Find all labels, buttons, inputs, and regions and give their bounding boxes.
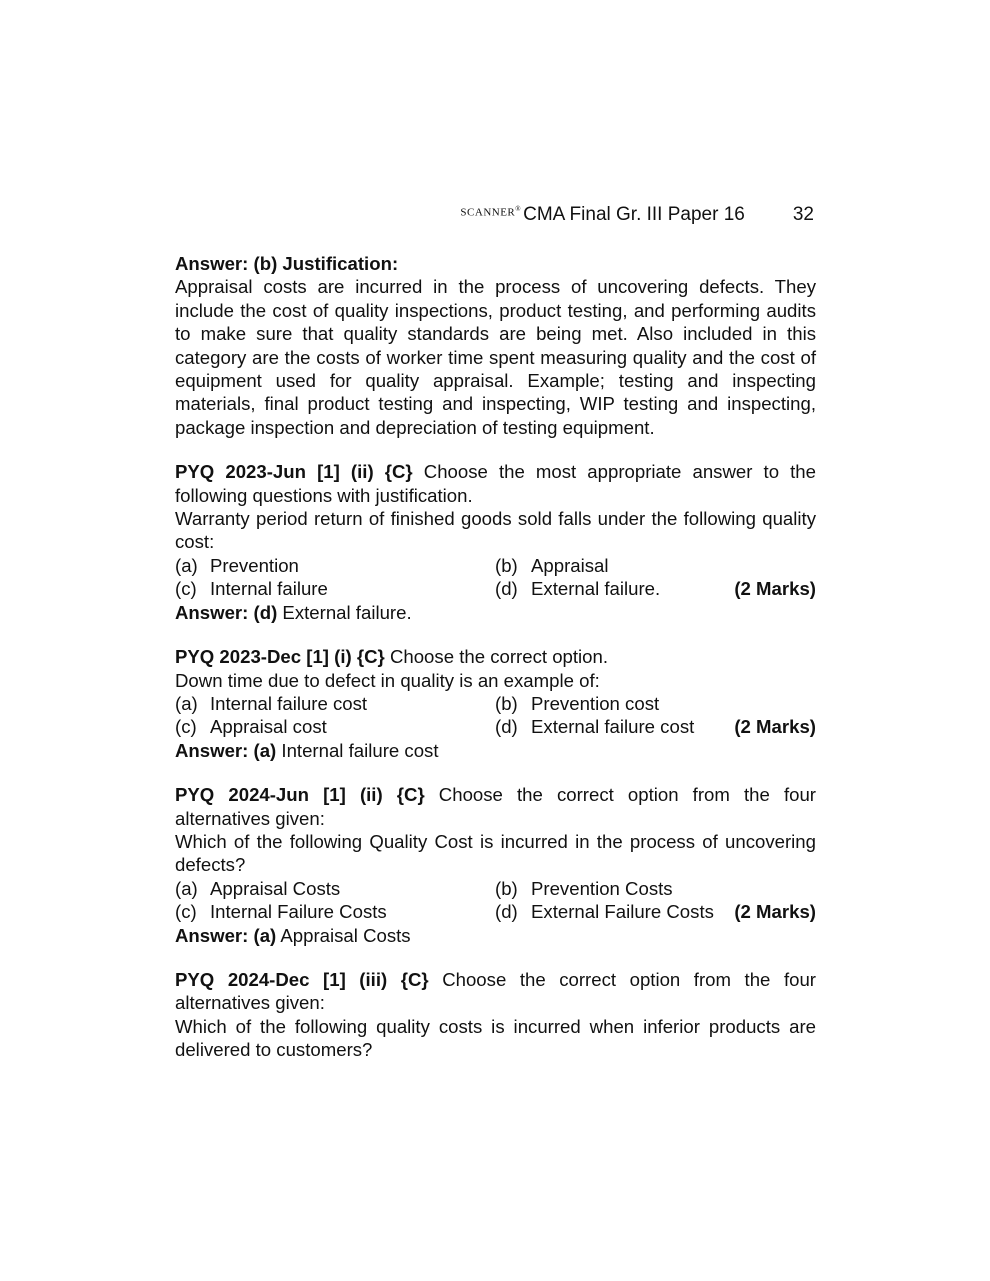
question-instruction: Choose the correct option.	[384, 646, 609, 668]
option-text: Prevention cost	[531, 692, 660, 714]
option-label: (c)	[175, 901, 197, 923]
question-tag: PYQ 2024-Jun [1] (ii) {C}	[175, 784, 425, 806]
option-label: (a)	[175, 692, 198, 714]
option-text: Appraisal	[531, 554, 609, 576]
option-text: Appraisal cost	[210, 716, 327, 738]
option	[495, 692, 816, 715]
option-text: Internal failure cost	[210, 692, 368, 714]
option	[175, 692, 495, 715]
option-text: Internal Failure Costs	[210, 901, 387, 923]
option	[175, 877, 495, 900]
answer-label: Answer: (d)	[175, 601, 278, 623]
answer-label: Answer: (a)	[175, 739, 277, 761]
option-text: Internal failure	[210, 578, 328, 600]
question-text: Which of the following Quality Cost is incurred in the process of uncovering defects?	[175, 830, 816, 876]
question-tag: PYQ 2024-Dec [1] (iii) {C}	[175, 968, 429, 990]
question-block	[175, 460, 816, 624]
answer-line	[175, 601, 816, 624]
option-label: (a)	[175, 554, 198, 576]
question-tag: PYQ 2023-Jun [1] (ii) {C}	[175, 461, 413, 483]
logo-registered-mark: ®	[515, 205, 522, 214]
answer-text: Appraisal Costs	[276, 924, 411, 946]
options-row	[175, 877, 816, 900]
options-row	[175, 715, 816, 738]
option-label: (c)	[175, 716, 197, 738]
option-label: (d)	[495, 578, 518, 600]
option-text: Appraisal Costs	[210, 877, 341, 899]
answer-line	[175, 924, 816, 947]
page-header	[175, 204, 816, 226]
options-row	[175, 900, 816, 923]
question-tag: PYQ 2023-Dec [1] (i) {C}	[175, 646, 385, 668]
question-text: Which of the following quality costs is incurred when inferior products are delivered to customers?	[175, 1015, 816, 1061]
answer-label: Answer: (a)	[175, 924, 277, 946]
option	[175, 554, 495, 577]
answer-justification-text: Appraisal costs are incurred in the process of uncovering defects. They include the cost of quality inspections, product testing, and performing audits to make sure that quality standards are being met. Also included in this category are the costs of worker time spent measuring quality and the cost of equipment used for quality appraisal. Example; testing and inspecting materials, final product testing and inspecting, WIP testing and inspecting, package inspection and depreciation of testing equipment.	[175, 276, 816, 438]
option-label: (b)	[495, 692, 518, 714]
option-text: External failure cost	[531, 716, 695, 738]
options-row	[175, 554, 816, 577]
question-intro	[175, 783, 816, 830]
marks-label: (2 Marks)	[734, 901, 816, 923]
answer-text: Internal failure cost	[276, 739, 439, 761]
option-text: Prevention Costs	[531, 877, 673, 899]
question-text: Down time due to defect in quality is an example of:	[175, 669, 600, 691]
option-label: (c)	[175, 578, 197, 600]
option	[495, 900, 816, 923]
option	[495, 877, 816, 900]
answer-line	[175, 739, 816, 762]
question-instruction: Choose the most appropriate answer to the following questions with justification.	[175, 461, 816, 506]
book-title: CMA Final Gr. III Paper 16	[523, 204, 745, 225]
answer-text: External failure.	[277, 601, 412, 623]
option-label: (b)	[495, 554, 518, 576]
question-block	[175, 645, 816, 762]
question-intro	[175, 645, 816, 668]
page-number: 32	[792, 204, 814, 225]
answer-heading: Answer: (b) Justification:	[175, 253, 399, 274]
option-text: Prevention	[210, 554, 299, 576]
option	[495, 577, 816, 600]
option-label: (b)	[495, 877, 518, 899]
page-content	[175, 252, 816, 1062]
option	[175, 715, 495, 738]
question-instruction: Choose the correct option from the four alternatives given:	[175, 784, 816, 829]
options-row	[175, 692, 816, 715]
option	[175, 577, 495, 600]
question-intro	[175, 460, 816, 507]
option-label: (d)	[495, 901, 518, 923]
option	[495, 554, 816, 577]
option-text: External failure.	[531, 578, 661, 600]
scanner-logo	[460, 205, 521, 219]
marks-label: (2 Marks)	[734, 578, 816, 600]
question-instruction: Choose the correct option from the four alternatives given:	[175, 968, 816, 1014]
marks-label: (2 Marks)	[734, 716, 816, 738]
options-row	[175, 577, 816, 600]
question-text: Warranty period return of finished goods sold falls under the following quality cost:	[175, 508, 816, 553]
question-intro	[175, 968, 816, 1015]
answer-block	[175, 252, 816, 439]
option-text: External Failure Costs	[531, 901, 714, 923]
option-label: (a)	[175, 877, 198, 899]
option	[175, 900, 495, 923]
question-block	[175, 783, 816, 947]
question-block	[175, 968, 816, 1062]
option	[495, 715, 816, 738]
option-label: (d)	[495, 716, 518, 738]
logo-text: SCANNER	[460, 207, 516, 219]
